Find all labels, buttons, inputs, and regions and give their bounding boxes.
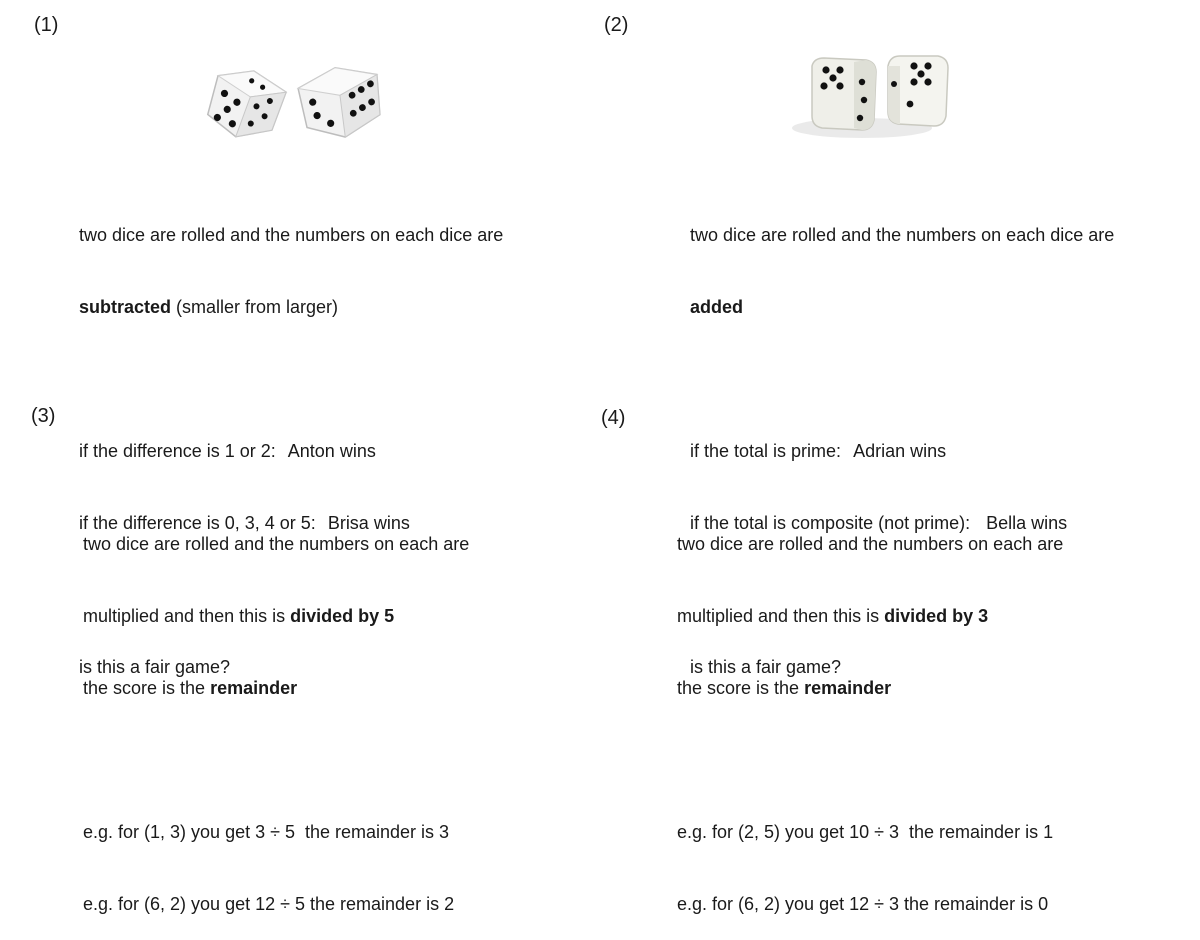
problem-2-question: is this a fair game? [690,657,842,677]
problem-1-rule1-cond: if the difference is 1 or 2: [79,441,276,461]
problem-2-rule1-cond: if the total is prime: [690,441,842,461]
problem-2-rule1 [690,439,1114,463]
problem-4-line3 [677,676,1063,700]
dice-pair-1 [200,58,390,138]
problem-4-number: (4) [601,407,626,429]
die-five-icon [888,56,948,126]
problem-2-line1: two dice are rolled and the numbers on each dice are [690,225,1115,245]
problem-3-example1: e.g. for (1, 3) you get 3 ÷ 5 the remainder is 3 [83,822,450,842]
problem-3-line2-bold: divided by 5 [290,606,395,626]
problem-4-text [677,484,1063,940]
problem-1-rule1-win: Anton wins [287,441,376,461]
problem-3-example2: e.g. for (6, 2) you get 12 ÷ 5 the remainder is 2 [83,894,455,914]
die-five-icon [812,58,876,130]
problem-3-line3-pre: the score is the [83,678,211,698]
dice-pair-2 [790,52,970,142]
problem-4-line1: two dice are rolled and the numbers on each are [677,534,1064,554]
problem-2-op-bold: added [690,297,744,317]
problem-1-op-rest: (smaller from larger) [171,297,339,317]
problem-4-line3-pre: the score is the [677,678,805,698]
problem-3-line2 [83,604,469,628]
problem-2-rule2-win: Bella wins [986,513,1068,533]
problem-1-rule2-cond: if the difference is 0, 3, 4 or 5: [79,513,316,533]
problem-3-number: (3) [31,405,56,427]
problem-4-line2 [677,604,1063,628]
problem-3-line3 [83,676,469,700]
problem-1-question: is this a fair game? [79,657,231,677]
die-five-icon [204,64,289,145]
problem-4-example2: e.g. for (6, 2) you get 12 ÷ 3 the remainder is 0 [677,894,1049,914]
problem-1-line1: two dice are rolled and the numbers on each dice are [79,225,504,245]
problem-2-operation [690,295,1114,319]
problem-4-line3-bold: remainder [804,678,892,698]
problem-3-line1: two dice are rolled and the numbers on each are [83,534,470,554]
problem-1-operation [79,295,503,319]
problem-2-number: (2) [604,14,629,36]
problem-4-example1: e.g. for (2, 5) you get 10 ÷ 3 the remainder is 1 [677,822,1054,842]
problem-3-text [83,484,469,940]
problem-1-rule1 [79,439,503,463]
problem-3-line2-pre: multiplied and then this is [83,606,291,626]
problem-4-line2-pre: multiplied and then this is [677,606,885,626]
problem-2-rule1-win: Adrian wins [853,441,947,461]
problem-4-line2-bold: divided by 3 [884,606,989,626]
problem-2-rule2-cond: if the total is composite (not prime): [690,513,971,533]
problem-1-op-bold: subtracted [79,297,172,317]
problem-1-number: (1) [34,14,59,36]
die-six-icon [296,61,387,144]
problem-3-line3-bold: remainder [210,678,298,698]
problem-1-rule2-win: Brisa wins [327,513,410,533]
